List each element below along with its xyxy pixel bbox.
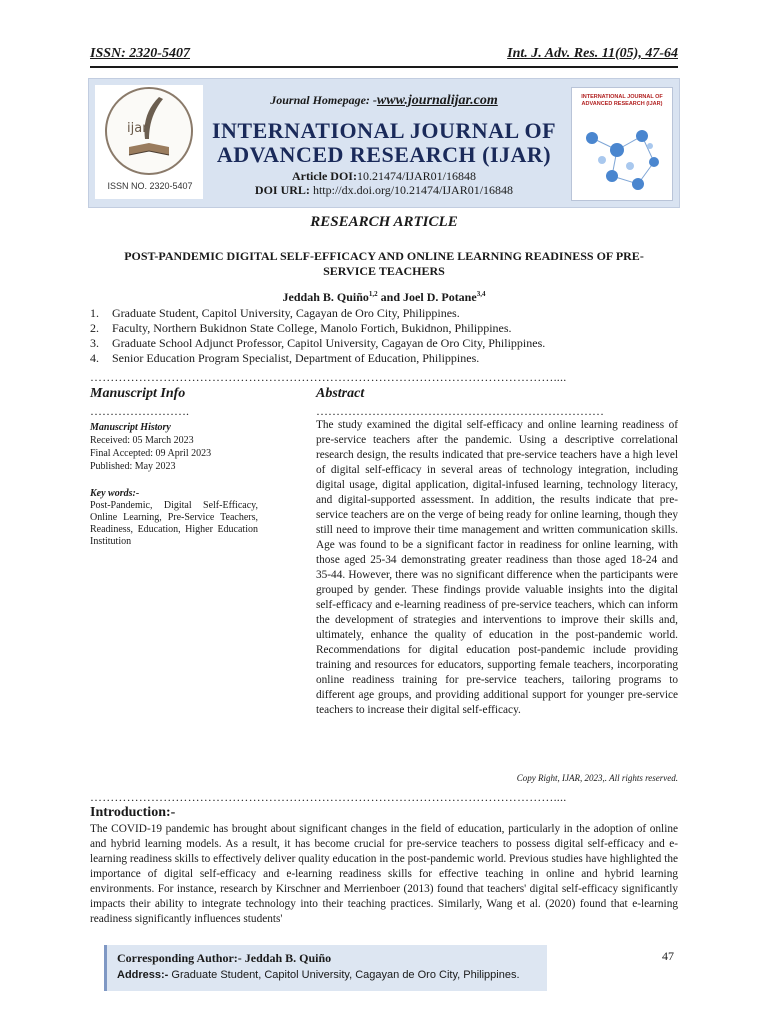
journal-cover-thumbnail — [571, 87, 673, 201]
cover-title: INTERNATIONAL JOURNAL OF ADVANCED RESEARCH (IJAR) — [581, 94, 663, 107]
keywords-label: Key words:- — [90, 488, 140, 499]
journal-reference: Int. J. Adv. Res. 11(05), 47-64 — [507, 46, 678, 61]
author-2: Joel D. Potane — [403, 290, 477, 304]
received-date: Received: 05 March 2023 — [90, 435, 194, 446]
corresponding-author-box — [104, 945, 547, 991]
corresponding-author: Corresponding Author:- Jeddah B. Quiño — [117, 951, 332, 965]
author-line — [90, 290, 678, 305]
separator-line: …………………………………………………………………………………………………….... — [90, 370, 567, 384]
journal-title-line2: ADVANCED RESEARCH (IJAR) — [216, 142, 552, 167]
manuscript-info-dots: ……………………. — [90, 404, 189, 418]
copyright-notice: Copy Right, IJAR, 2023,. All rights reserved. — [516, 773, 678, 783]
affiliation-item: 3. Graduate School Adjunct Professor, Capitol University, Cagayan de Oro City, Philippines. — [90, 336, 546, 350]
accepted-date: Final Accepted: 09 April 2023 — [90, 448, 212, 459]
author-1-affil: 1,2 — [368, 290, 378, 298]
manuscript-history — [90, 421, 260, 473]
affiliation-item: 2. Faculty, Northern Bukidnon State College, Manolo Fortich, Bukidnon, Philippines. — [90, 321, 512, 335]
author-joiner: and — [377, 290, 404, 304]
journal-banner — [88, 78, 680, 208]
affiliation-list — [90, 306, 678, 366]
paper-title: POST-PANDEMIC DIGITAL SELF-EFFICACY AND ONLINE LEARNING READINESS OF PRE-SERVICE TEACHERS — [124, 249, 644, 278]
keywords-block — [90, 488, 258, 548]
abstract-heading: Abstract — [316, 386, 365, 401]
introduction-heading: Introduction:- — [90, 805, 176, 820]
doi-url-link[interactable]: http://dx.doi.org/10.21474/IJAR01/16848 — [312, 183, 514, 197]
logo-issn: ISSN NO. 2320-5407 — [107, 181, 193, 191]
history-label: Manuscript History — [90, 422, 171, 433]
homepage-label: Journal Homepage: - — [270, 93, 377, 107]
author-1: Jeddah B. Quiño — [282, 290, 369, 304]
manuscript-info-heading: Manuscript Info — [90, 386, 186, 401]
article-doi-label: Article DOI: — [292, 169, 357, 183]
published-date: Published: May 2023 — [90, 461, 176, 472]
keywords-text: Post-Pandemic, Digital Self-Efficacy, Online Learning, Pre-Service Teachers, Readiness, Education, Higher Education Institution — [90, 500, 258, 547]
section-heading: RESEARCH ARTICLE — [310, 214, 458, 230]
doi-url-label: DOI URL: — [254, 183, 310, 197]
page-number: 47 — [662, 949, 674, 963]
issn-text: ISSN: 2320-5407 — [90, 46, 190, 61]
separator-line: …………………………………………………………………………………………………….... — [90, 790, 567, 804]
running-header — [90, 44, 678, 68]
corresponding-address: Address:- Graduate Student, Capitol University, Cagayan de Oro City, Philippines. — [117, 969, 520, 981]
author-2-affil: 3,4 — [476, 290, 486, 298]
abstract-dots: ……………………………………………………………… — [316, 404, 604, 418]
molecule-graphic-icon — [572, 88, 672, 200]
abstract-text: The study examined the digital self-efficacy and online learning readiness of pre-service teachers after the pandemic. Using a descriptive correlational research design, the results indicated that pre-service teachers have a high level of digital self-efficacy in several areas of technology integration, including digital usage, digital application, digital-infused learning, technology literacy, and digital-supported assessment. In addition, the results indicate that pre-service teachers are on the verge of being ready for online learning, though they still need to improve their time management and written communication skills. Age was found to be a significant factor in readiness for online learning, with those aged 25-34 demonstrating greater readiness than those aged 18-24 and 35-44. However, there was no significant difference when the participants were grouped by gender. These findings provide valuable insights into the digital self-efficacy and e-learning readiness of pre-service teachers, which can inform the development of strategies and interventions to improve their skills and, ultimately, enhance the quality of education in the post-pandemic world. Recommendations for digital education post-pandemic include providing training and resources for educators, supporting female teachers, incorporating online readiness training for pre-service teachers, tailoring programs to different age groups, and providing additional support for younger pre-service teachers to increase their digital self-efficacy. — [316, 419, 678, 716]
homepage-link[interactable]: www.journalijar.com — [376, 93, 498, 108]
affiliation-item: 4. Senior Education Program Specialist, Department of Education, Philippines. — [90, 351, 480, 365]
affiliation-item: 1. Graduate Student, Capitol University, Cagayan de Oro City, Philippines. — [90, 306, 460, 320]
journal-title-line1: INTERNATIONAL JOURNAL OF — [211, 118, 557, 143]
logo-text: ijar — [127, 121, 148, 136]
introduction-text: The COVID-19 pandemic has brought about significant changes in the field of education, particularly in the adoption of online and hybrid learning models. As a result, it has become crucial for pre-service teachers to possess digital self-efficacy and e-learning readiness skills to effectively deliver quality education in the post-pandemic world. Previous studies have highlighted the importance of digital self-efficacy and e-learning readiness skills for effective teaching in online and hybrid learning environments. For instance, research by Kirschner and Merrienboer (2013) found that teachers' digital self-efficacy significantly impacts their ability to integrate technology into their teaching practices. Similarly, Wang et al. (2020) found that e-learning readiness significantly influences students' — [90, 823, 678, 925]
article-doi: 10.21474/IJAR01/16848 — [356, 169, 476, 183]
